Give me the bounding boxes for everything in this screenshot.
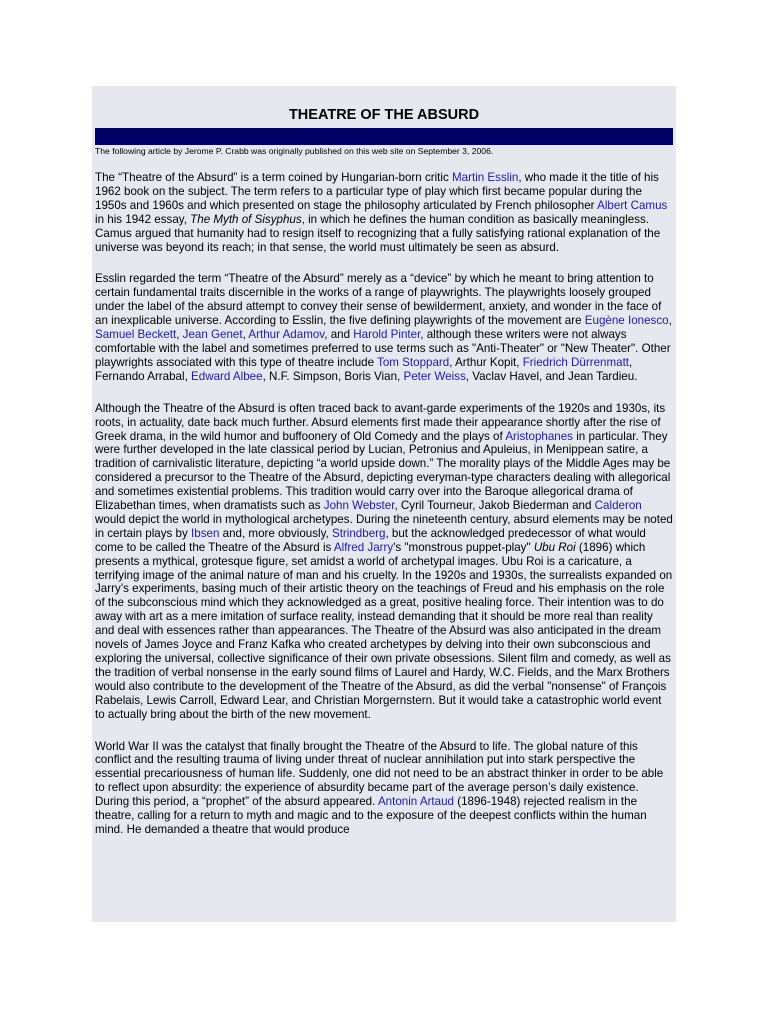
article-link[interactable]: Antonin Artaud [377, 795, 454, 809]
paragraph-text: would depict the world in mythological archetypes. During the nineteenth century, absurd elements may be noted in certain plays by [95, 512, 673, 540]
article-link[interactable]: Strindberg [331, 526, 386, 540]
article-paragraph [92, 171, 676, 254]
article-link[interactable]: Jean Genet [182, 328, 243, 342]
article-link[interactable]: Friedrich Dürrenmatt [522, 355, 630, 369]
paragraph-text: and, more obviously, [219, 526, 332, 540]
article-paragraph [92, 740, 676, 837]
paragraph-text: Although the Theatre of the Absurd is often traced back to avant-garde experiments of the 1920s and 1930s, its roots, in actuality, date back much further. Absurd elements first made their appearance shortly after the rise of Greek drama, in the wild humor and buffoonery of Old Comedy and the plays of [95, 401, 666, 443]
article-paragraph [92, 402, 676, 722]
paragraph-text: , who made it the title of his 1962 book on the subject. The term refers to a particular type of play which first became popular during the 1950s and 1960s and which presented on stage the philosophy articulated by French philosopher [95, 171, 659, 212]
article-link[interactable]: Arthur Adamov [248, 328, 325, 342]
italic-title-text: Ubu Roi [533, 540, 576, 554]
paragraph-text: , in which he defines the human condition as basically meaningless. Camus argued that humanity had to resign itself to recognizing that a fully satisfying rational explanation of the universe was beyond its reach; in that sense, the world must ultimately be seen as absurd. [95, 212, 661, 254]
article-link[interactable]: Alfred Jarry [333, 540, 394, 554]
paragraph-text: , N.F. Simpson, Boris Vian, [262, 369, 404, 383]
paragraph-text: in particular. They were further developed in the late classical period by Lucian, Petronius and Apuleius, in Menippean satire, a tradition of carnivalistic literature, depicting “a world upside down.” The morality plays of the Middle Ages may be considered a precursor to the Theatre of the Absurd, depicting everyman-type characters dealing with allegorical and sometimes existential problems. This tradition would carry over into the Baroque allegorical drama of Elizabethan times, when dramatists such as [95, 429, 671, 513]
paragraph-text: , [242, 328, 249, 342]
paragraph-text: 's "monstrous puppet-play" [393, 540, 534, 554]
article-link[interactable]: Aristophanes [505, 429, 573, 443]
article-link[interactable]: Samuel Beckett [95, 328, 177, 342]
paragraph-text: , [176, 328, 183, 342]
article-link[interactable]: Harold Pinter [353, 328, 421, 342]
paragraph-text: World War II was the catalyst that finally brought the Theatre of the Absurd to life. The global nature of this conflict and the resulting trauma of living under threat of nuclear annihilation put into stark perspective the essential precariousness of human life. Suddenly, one did not need to be an abstract thinker in order to be able to reflect upon absurdity: the experience of absurdity became part of the average person’s daily existence. During this period, a “prophet” of the absurd appeared. [95, 739, 664, 809]
article-page [92, 86, 676, 922]
article-link[interactable]: John Webster [323, 499, 395, 513]
article-byline: The following article by Jerome P. Crabb was originally published on this web site on September 3, 2006. [95, 146, 494, 156]
paragraph-text: , Vaclav Havel, and Jean Tardieu. [465, 369, 638, 383]
paragraph-text: , but the acknowledged predecessor of what would come to be called the Theatre of the Absurd is [95, 526, 646, 554]
article-paragraph [92, 272, 676, 383]
paragraph-text: , Fernando Arrabal, [95, 355, 633, 383]
paragraph-text: (1896) which presents a mythical, grotesque figure, set amidst a world of archetypal images. Ubu Roi is a caricature, a terrifying image of the animal nature of man and his cruelty. In the 1920s and 1930s, the surrealists expanded on Jarry’s experiments, basing much of their artistic theory on the teachings of Freud and his emphasis on the role of the subconscious mind which they acknowledged as a great, positive healing force. Their intention was to do away with art as a mere imitation of surface reality, instead demanding that it should be more real than reality and deal with essences rather than appearances. The Theatre of the Absurd was also anticipated in the dream novels of James Joyce and Franz Kafka who created archetypes by delving into their own subconscious and exploring the universal, collective significance of their own private obsessions. Silent film and comedy, as well as the tradition of verbal nonsense in the early sound films of Laurel and Hardy, W.C. Fields, and the Marx Brothers would also contribute to the development of the Theatre of the Absurd, as did the verbal "nonsense" of François Rabelais, Lewis Carroll, Edward Lear, and Christian Morgernstern. But it would take a catastrophic world event to actually bring about the birth of the new movement. [95, 540, 673, 721]
paragraph-text: , [668, 314, 672, 328]
paragraph-text: The “Theatre of the Absurd” is a term coined by Hungarian-born critic [95, 171, 452, 184]
paragraph-text: , Cyril Tourneur, Jakob Biederman and [394, 499, 595, 513]
article-link[interactable]: Peter Weiss [403, 369, 466, 383]
paragraph-text: , and [324, 328, 354, 342]
paragraph-text: in his 1942 essay, [95, 212, 191, 226]
paragraph-text: , Arthur Kopit, [449, 355, 523, 369]
italic-title-text: The Myth of Sisyphus [190, 212, 302, 226]
paragraph-text: Esslin regarded the term “Theatre of the Absurd” merely as a “device” by which he meant to bring attention to certain fundamental traits discernible in the works of a range of playwrights. The playwrights loosely grouped under the label of the absurd attempt to convey their sense of bewilderment, anxiety, and wonder in the face of an inexplicable universe. According to Esslin, the five defining playwrights of the movement are [95, 272, 662, 328]
article-link[interactable]: Tom Stoppard [377, 355, 450, 369]
article-link[interactable]: Albert Camus [597, 198, 668, 212]
article-link[interactable]: Edward Albee [191, 369, 263, 383]
title-banner-bar [95, 128, 673, 145]
article-link[interactable]: Eugène Ionesco [584, 314, 669, 328]
paragraph-text: , although these writers were not always comfortable with the label and sometimes preferred to use terms such as "Anti-Theater" or "New Theater". Other playwrights associated with this type of theatre include [95, 328, 671, 369]
article-title: THEATRE OF THE ABSURD [288, 107, 480, 123]
article-link[interactable]: Calderon [594, 499, 642, 513]
article-link[interactable]: Martin Esslin [452, 171, 519, 184]
article-link[interactable]: Ibsen [191, 526, 220, 540]
paragraph-text: (1896-1948) rejected realism in the theatre, calling for a return to myth and magic and to the exposure of the deepest conflicts within the human mind. He demanded a theatre that would produce [95, 795, 647, 836]
article-body [92, 171, 676, 837]
